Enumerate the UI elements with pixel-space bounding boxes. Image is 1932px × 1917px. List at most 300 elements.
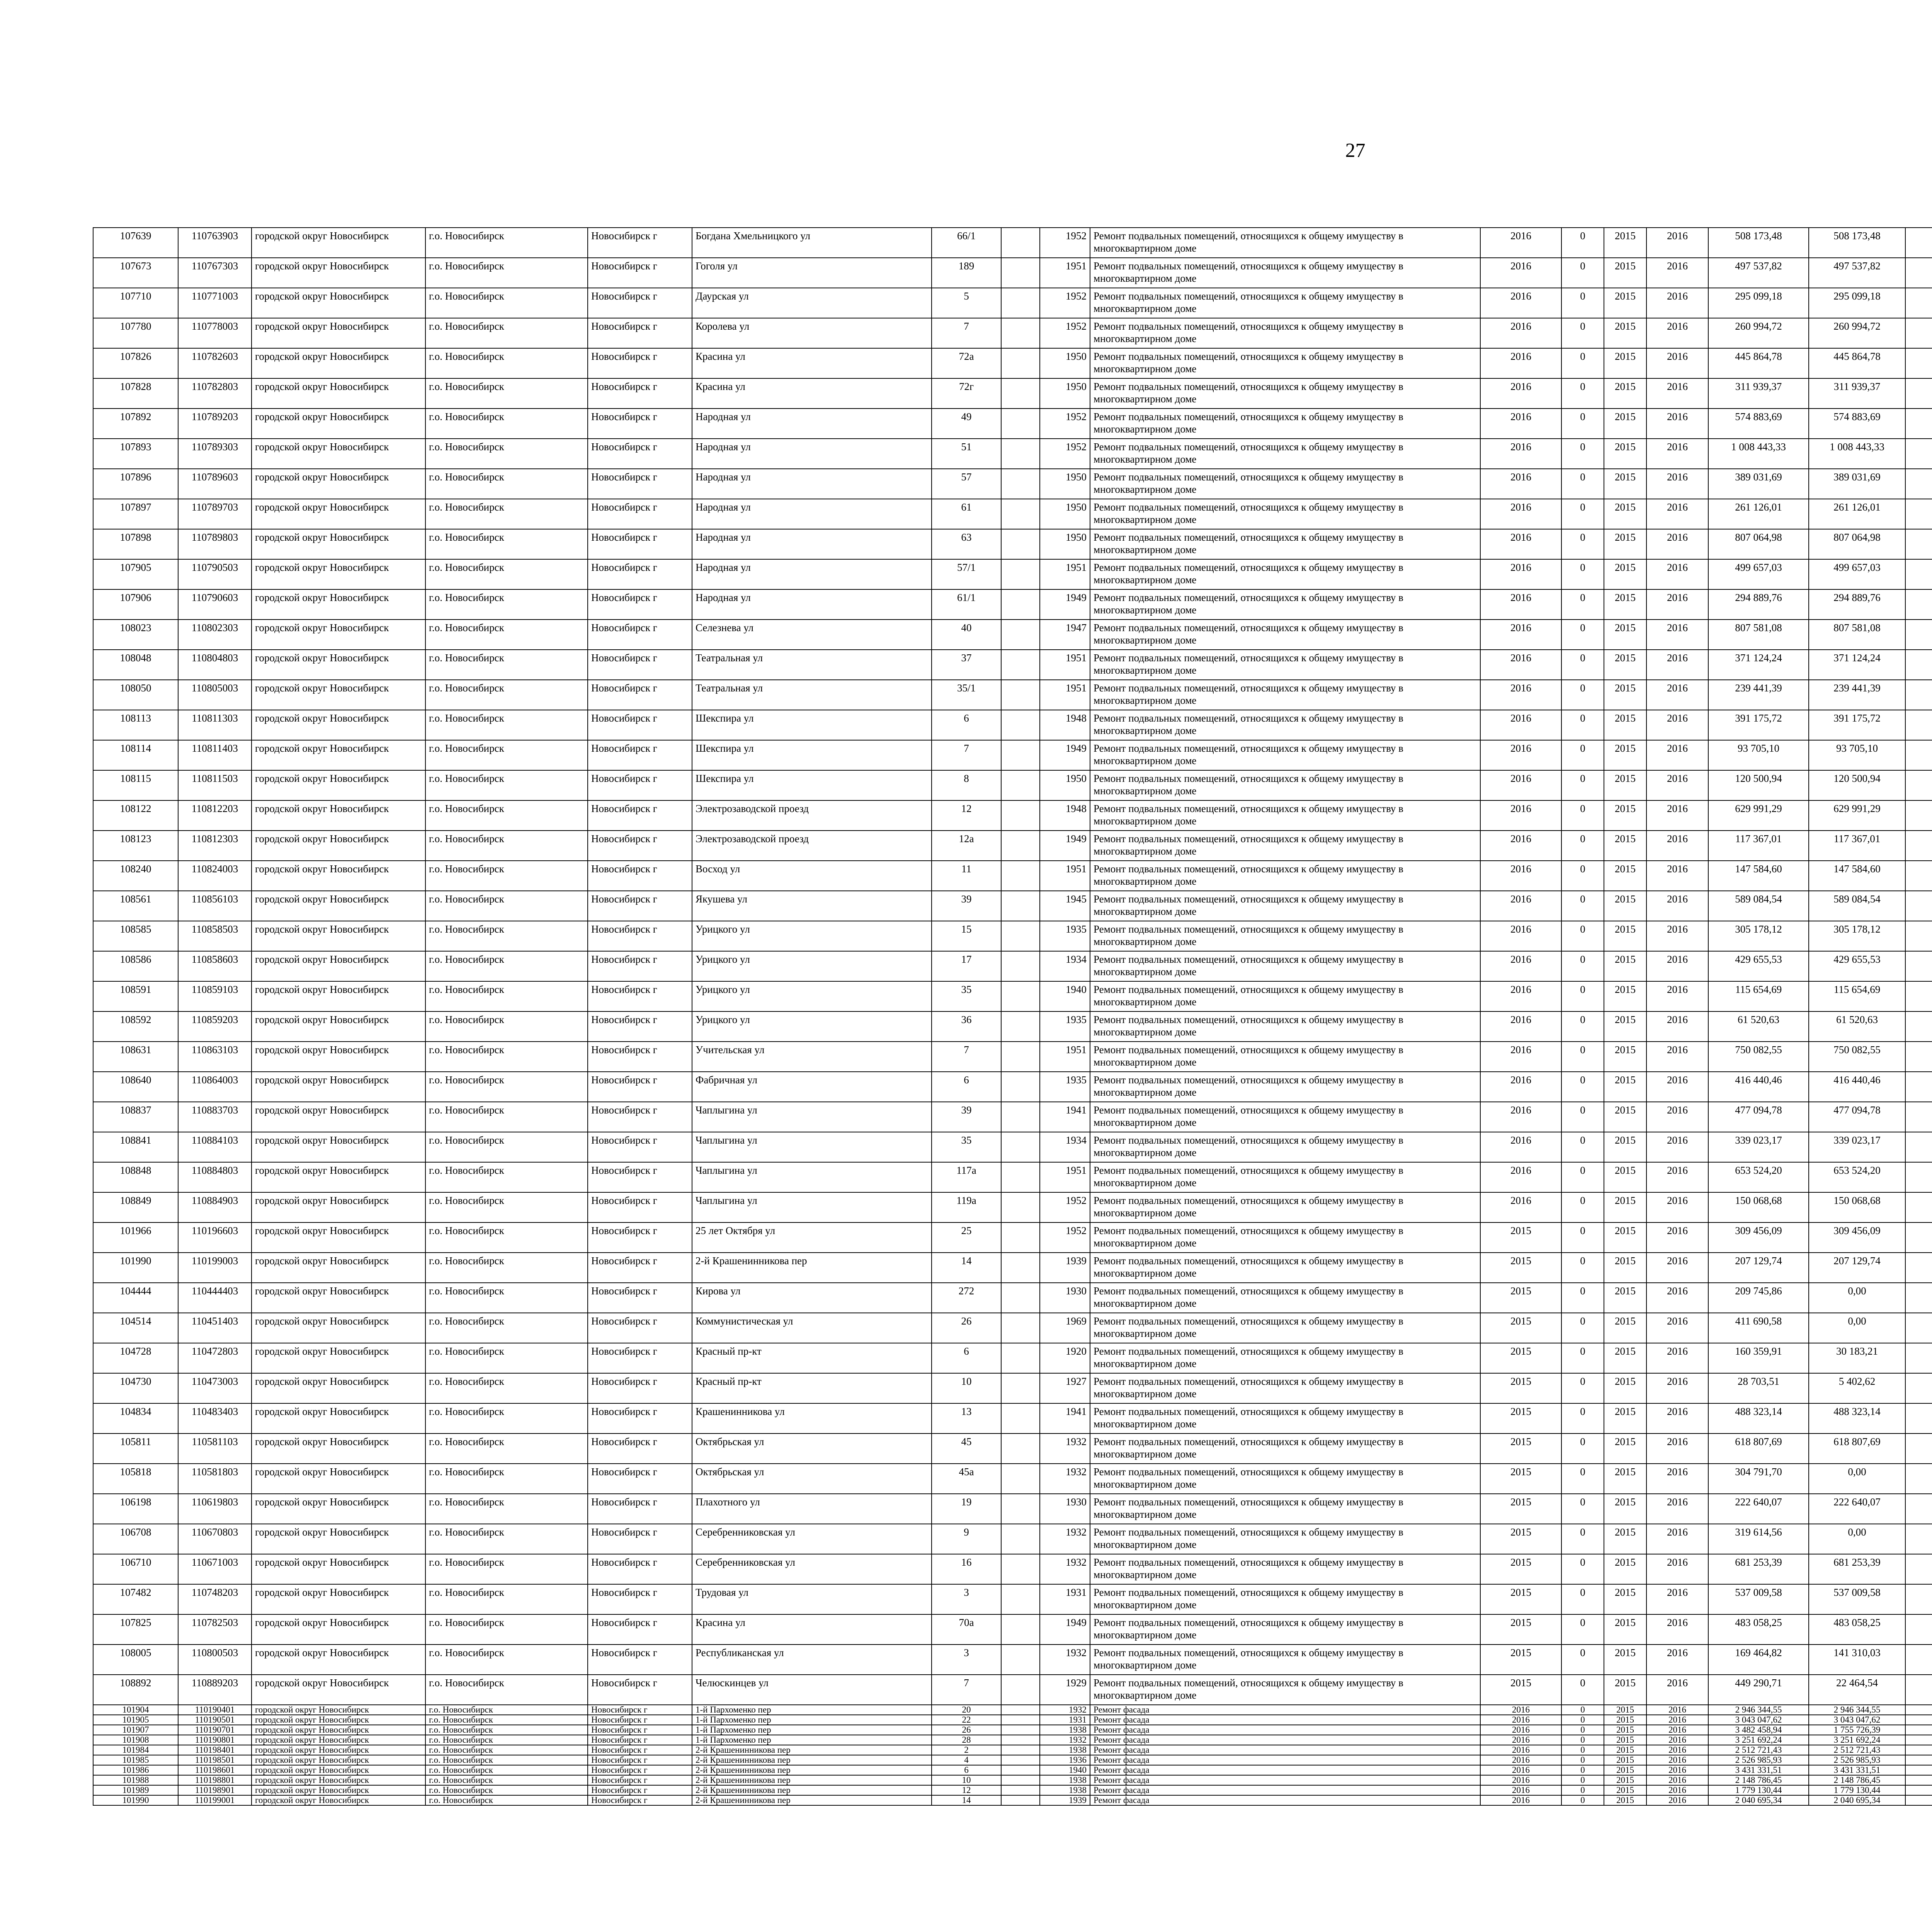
cell-street: Фабричная ул	[692, 1072, 932, 1102]
cell-owners-funds: 61 520,63	[1809, 1011, 1905, 1042]
cell-start-year: 2015	[1604, 921, 1646, 951]
cell-state-support: 0	[1561, 861, 1604, 891]
cell-work-type: Ремонт подвальных помещений, относящихся к общему имуществу в многоквартирном доме	[1090, 499, 1480, 529]
cell-housing	[1001, 1132, 1040, 1162]
cell-budget-funds-1	[1905, 770, 1932, 800]
table-row	[93, 1373, 1932, 1403]
cell-budget-funds-1	[1905, 1072, 1932, 1102]
cell-start-year: 2015	[1604, 1715, 1646, 1725]
cell-start-year: 2015	[1604, 1373, 1646, 1403]
cell-settlement: г.о. Новосибирск	[425, 1675, 588, 1705]
cell-house-code: 110198401	[178, 1745, 252, 1755]
cell-plan-year: 2015	[1480, 1554, 1561, 1584]
cell-house-code: 110670803	[178, 1524, 252, 1554]
cell-end-year: 2016	[1646, 1102, 1708, 1132]
cell-build-year: 1969	[1040, 1313, 1090, 1343]
cell-state-support: 0	[1561, 1795, 1604, 1805]
cell-build-year: 1927	[1040, 1373, 1090, 1403]
cell-build-year: 1931	[1040, 1584, 1090, 1614]
cell-budget-funds-1	[1905, 1725, 1932, 1735]
cell-settlement: г.о. Новосибирск	[425, 439, 588, 469]
cell-start-year: 2015	[1604, 469, 1646, 499]
cell-settlement: г.о. Новосибирск	[425, 861, 588, 891]
cell-municipal-district: городской округ Новосибирск	[252, 1795, 425, 1805]
cell-municipal-district: городской округ Новосибирск	[252, 1584, 425, 1614]
cell-locality: Новосибирск г	[588, 861, 692, 891]
cell-plan-year: 2016	[1480, 378, 1561, 409]
table-row	[93, 680, 1932, 710]
cell-start-year: 2015	[1604, 589, 1646, 620]
cell-state-support: 0	[1561, 951, 1604, 981]
cell-record-id: 108585	[93, 921, 178, 951]
cell-settlement: г.о. Новосибирск	[425, 1494, 588, 1524]
cell-settlement: г.о. Новосибирск	[425, 1162, 588, 1192]
cell-street: Кирова ул	[692, 1283, 932, 1313]
cell-record-id: 101989	[93, 1785, 178, 1795]
cell-municipal-district: городской округ Новосибирск	[252, 1705, 425, 1715]
cell-plan-year: 2016	[1480, 1735, 1561, 1745]
table-row	[93, 1494, 1932, 1524]
cell-owners-funds: 618 807,69	[1809, 1433, 1905, 1464]
cell-owners-funds: 30 183,21	[1809, 1343, 1905, 1373]
table-row	[93, 529, 1932, 559]
cell-owners-funds: 117 367,01	[1809, 831, 1905, 861]
cell-end-year: 2016	[1646, 559, 1708, 589]
cell-owners-funds: 445 864,78	[1809, 348, 1905, 378]
cell-house-code: 110883703	[178, 1102, 252, 1132]
cell-end-year: 2016	[1646, 439, 1708, 469]
cell-owners-funds: 115 654,69	[1809, 981, 1905, 1011]
cell-end-year: 2016	[1646, 861, 1708, 891]
cell-end-year: 2016	[1646, 1705, 1708, 1715]
table-row	[93, 1705, 1932, 1715]
cell-end-year: 2016	[1646, 348, 1708, 378]
cell-house-number: 57/1	[932, 559, 1001, 589]
cell-housing	[1001, 1494, 1040, 1524]
cell-house-code: 110483403	[178, 1403, 252, 1433]
cell-plan-year: 2016	[1480, 258, 1561, 288]
cell-work-type: Ремонт подвальных помещений, относящихся к общему имуществу в многоквартирном доме	[1090, 1011, 1480, 1042]
cell-owners-funds: 807 064,98	[1809, 529, 1905, 559]
cell-budget-funds-1	[1905, 1554, 1932, 1584]
cell-municipal-district: городской округ Новосибирск	[252, 1554, 425, 1584]
cell-record-id: 106198	[93, 1494, 178, 1524]
cell-house-number: 35	[932, 981, 1001, 1011]
cell-municipal-district: городской округ Новосибирск	[252, 439, 425, 469]
cell-locality: Новосибирск г	[588, 831, 692, 861]
cell-state-support: 0	[1561, 1343, 1604, 1373]
cell-build-year: 1940	[1040, 1765, 1090, 1775]
cell-house-number: 7	[932, 318, 1001, 348]
cell-budget-funds-1	[1905, 710, 1932, 740]
cell-plan-year: 2016	[1480, 288, 1561, 318]
cell-record-id: 101905	[93, 1715, 178, 1725]
cell-municipal-district: городской округ Новосибирск	[252, 409, 425, 439]
cell-budget-funds-1	[1905, 951, 1932, 981]
cell-municipal-district: городской округ Новосибирск	[252, 710, 425, 740]
cell-record-id: 105818	[93, 1464, 178, 1494]
cell-housing	[1001, 469, 1040, 499]
cell-record-id: 104730	[93, 1373, 178, 1403]
cell-work-type: Ремонт фасада	[1090, 1715, 1480, 1725]
cell-house-number: 61	[932, 499, 1001, 529]
cell-settlement: г.о. Новосибирск	[425, 1433, 588, 1464]
cell-state-support: 0	[1561, 921, 1604, 951]
cell-plan-year: 2016	[1480, 1042, 1561, 1072]
cell-plan-year: 2015	[1480, 1343, 1561, 1373]
cell-build-year: 1951	[1040, 650, 1090, 680]
cell-street: Плахотного ул	[692, 1494, 932, 1524]
cell-house-number: 25	[932, 1222, 1001, 1253]
cell-work-type: Ремонт подвальных помещений, относящихся к общему имуществу в многоквартирном доме	[1090, 288, 1480, 318]
cell-municipal-district: городской округ Новосибирск	[252, 1765, 425, 1775]
cell-street: 1-й Пархоменко пер	[692, 1705, 932, 1715]
cell-state-support: 0	[1561, 1554, 1604, 1584]
cell-record-id: 108591	[93, 981, 178, 1011]
cell-owners-funds: 295 099,18	[1809, 288, 1905, 318]
cell-settlement: г.о. Новосибирск	[425, 650, 588, 680]
cell-total-cost: 120 500,94	[1708, 770, 1809, 800]
cell-locality: Новосибирск г	[588, 1072, 692, 1102]
cell-state-support: 0	[1561, 1524, 1604, 1554]
cell-start-year: 2015	[1604, 559, 1646, 589]
cell-owners-funds: 339 023,17	[1809, 1132, 1905, 1162]
cell-housing	[1001, 1554, 1040, 1584]
cell-street: Красный пр-кт	[692, 1343, 932, 1373]
cell-budget-funds-1	[1905, 348, 1932, 378]
cell-settlement: г.о. Новосибирск	[425, 1011, 588, 1042]
table-row	[93, 1775, 1932, 1785]
cell-municipal-district: городской округ Новосибирск	[252, 620, 425, 650]
cell-street: Трудовая ул	[692, 1584, 932, 1614]
cell-build-year: 1948	[1040, 800, 1090, 831]
cell-locality: Новосибирск г	[588, 891, 692, 921]
cell-locality: Новосибирск г	[588, 1735, 692, 1745]
cell-house-number: 7	[932, 1675, 1001, 1705]
cell-municipal-district: городской округ Новосибирск	[252, 469, 425, 499]
cell-work-type: Ремонт подвальных помещений, относящихся к общему имуществу в многоквартирном доме	[1090, 1102, 1480, 1132]
cell-end-year: 2016	[1646, 891, 1708, 921]
cell-build-year: 1932	[1040, 1433, 1090, 1464]
cell-house-number: 8	[932, 770, 1001, 800]
table-row	[93, 1132, 1932, 1162]
cell-state-support: 0	[1561, 1102, 1604, 1132]
cell-budget-funds-1	[1905, 288, 1932, 318]
cell-start-year: 2015	[1604, 258, 1646, 288]
cell-budget-funds-1	[1905, 529, 1932, 559]
cell-build-year: 1951	[1040, 1042, 1090, 1072]
cell-settlement: г.о. Новосибирск	[425, 710, 588, 740]
cell-municipal-district: городской округ Новосибирск	[252, 318, 425, 348]
cell-end-year: 2016	[1646, 1765, 1708, 1775]
cell-total-cost: 28 703,51	[1708, 1373, 1809, 1403]
cell-plan-year: 2015	[1480, 1584, 1561, 1614]
cell-municipal-district: городской округ Новосибирск	[252, 559, 425, 589]
cell-work-type: Ремонт подвальных помещений, относящихся к общему имуществу в многоквартирном доме	[1090, 1132, 1480, 1162]
cell-end-year: 2016	[1646, 680, 1708, 710]
cell-locality: Новосибирск г	[588, 1222, 692, 1253]
cell-state-support: 0	[1561, 1735, 1604, 1745]
cell-locality: Новосибирск г	[588, 921, 692, 951]
cell-work-type: Ремонт фасада	[1090, 1795, 1480, 1805]
cell-total-cost: 61 520,63	[1708, 1011, 1809, 1042]
table-row	[93, 499, 1932, 529]
cell-street: Урицкого ул	[692, 981, 932, 1011]
cell-house-number: 10	[932, 1775, 1001, 1785]
cell-municipal-district: городской округ Новосибирск	[252, 1373, 425, 1403]
cell-locality: Новосибирск г	[588, 1765, 692, 1775]
cell-state-support: 0	[1561, 650, 1604, 680]
cell-record-id: 108023	[93, 620, 178, 650]
cell-total-cost: 574 883,69	[1708, 409, 1809, 439]
cell-budget-funds-1	[1905, 1765, 1932, 1775]
cell-settlement: г.о. Новосибирск	[425, 1192, 588, 1222]
cell-plan-year: 2016	[1480, 228, 1561, 258]
cell-budget-funds-1	[1905, 981, 1932, 1011]
cell-build-year: 1935	[1040, 921, 1090, 951]
cell-owners-funds: 429 655,53	[1809, 951, 1905, 981]
cell-work-type: Ремонт подвальных помещений, относящихся к общему имуществу в многоквартирном доме	[1090, 1373, 1480, 1403]
cell-build-year: 1952	[1040, 318, 1090, 348]
cell-owners-funds: 239 441,39	[1809, 680, 1905, 710]
cell-locality: Новосибирск г	[588, 1614, 692, 1645]
cell-state-support: 0	[1561, 740, 1604, 770]
cell-end-year: 2016	[1646, 258, 1708, 288]
cell-house-code: 110811403	[178, 740, 252, 770]
cell-housing	[1001, 1715, 1040, 1725]
cell-owners-funds: 3 431 331,51	[1809, 1765, 1905, 1775]
cell-street: Народная ул	[692, 439, 932, 469]
cell-budget-funds-1	[1905, 891, 1932, 921]
cell-municipal-district: городской округ Новосибирск	[252, 1162, 425, 1192]
cell-house-code: 110811503	[178, 770, 252, 800]
cell-house-number: 16	[932, 1554, 1001, 1584]
cell-street: Даурская ул	[692, 288, 932, 318]
cell-house-number: 117а	[932, 1162, 1001, 1192]
cell-housing	[1001, 1735, 1040, 1745]
cell-total-cost: 653 524,20	[1708, 1162, 1809, 1192]
cell-build-year: 1951	[1040, 258, 1090, 288]
cell-house-code: 110859203	[178, 1011, 252, 1042]
cell-locality: Новосибирск г	[588, 1645, 692, 1675]
cell-budget-funds-1	[1905, 1403, 1932, 1433]
cell-house-number: 22	[932, 1715, 1001, 1725]
cell-start-year: 2015	[1604, 1524, 1646, 1554]
cell-plan-year: 2016	[1480, 1011, 1561, 1042]
cell-house-code: 110619803	[178, 1494, 252, 1524]
cell-total-cost: 508 173,48	[1708, 228, 1809, 258]
cell-house-number: 3	[932, 1584, 1001, 1614]
cell-end-year: 2016	[1646, 770, 1708, 800]
cell-work-type: Ремонт подвальных помещений, относящихся к общему имуществу в многоквартирном доме	[1090, 1222, 1480, 1253]
cell-state-support: 0	[1561, 1162, 1604, 1192]
cell-locality: Новосибирск г	[588, 1705, 692, 1715]
cell-start-year: 2015	[1604, 318, 1646, 348]
cell-house-number: 6	[932, 710, 1001, 740]
cell-house-code: 110581103	[178, 1433, 252, 1464]
cell-plan-year: 2016	[1480, 1765, 1561, 1775]
cell-municipal-district: городской округ Новосибирск	[252, 258, 425, 288]
cell-street: Богдана Хмельницкого ул	[692, 228, 932, 258]
cell-housing	[1001, 1313, 1040, 1343]
cell-house-code: 110196603	[178, 1222, 252, 1253]
cell-locality: Новосибирск г	[588, 1433, 692, 1464]
cell-house-number: 13	[932, 1403, 1001, 1433]
cell-work-type: Ремонт подвальных помещений, относящихся к общему имуществу в многоквартирном доме	[1090, 620, 1480, 650]
table-row	[93, 770, 1932, 800]
cell-record-id: 107828	[93, 378, 178, 409]
cell-budget-funds-1	[1905, 1755, 1932, 1765]
cell-end-year: 2016	[1646, 1283, 1708, 1313]
cell-house-code: 110199003	[178, 1253, 252, 1283]
cell-build-year: 1951	[1040, 559, 1090, 589]
cell-build-year: 1950	[1040, 378, 1090, 409]
cell-street: Шекспира ул	[692, 770, 932, 800]
cell-house-code: 110864003	[178, 1072, 252, 1102]
cell-municipal-district: городской округ Новосибирск	[252, 529, 425, 559]
cell-start-year: 2015	[1604, 348, 1646, 378]
cell-total-cost: 391 175,72	[1708, 710, 1809, 740]
cell-plan-year: 2015	[1480, 1524, 1561, 1554]
cell-plan-year: 2016	[1480, 1785, 1561, 1795]
cell-start-year: 2015	[1604, 1725, 1646, 1735]
cell-budget-funds-1	[1905, 1775, 1932, 1785]
cell-end-year: 2016	[1646, 1494, 1708, 1524]
cell-owners-funds: 2 148 786,45	[1809, 1775, 1905, 1785]
cell-start-year: 2015	[1604, 951, 1646, 981]
cell-housing	[1001, 1373, 1040, 1403]
cell-work-type: Ремонт подвальных помещений, относящихся к общему имуществу в многоквартирном доме	[1090, 1494, 1480, 1524]
cell-start-year: 2015	[1604, 378, 1646, 409]
cell-owners-funds: 2 946 344,55	[1809, 1705, 1905, 1715]
cell-house-number: 40	[932, 620, 1001, 650]
cell-settlement: г.о. Новосибирск	[425, 981, 588, 1011]
cell-house-number: 12	[932, 800, 1001, 831]
cell-work-type: Ремонт подвальных помещений, относящихся к общему имуществу в многоквартирном доме	[1090, 740, 1480, 770]
cell-total-cost: 207 129,74	[1708, 1253, 1809, 1283]
cell-end-year: 2016	[1646, 1253, 1708, 1283]
cell-owners-funds: 147 584,60	[1809, 861, 1905, 891]
cell-budget-funds-1	[1905, 318, 1932, 348]
cell-plan-year: 2016	[1480, 1705, 1561, 1715]
cell-total-cost: 147 584,60	[1708, 861, 1809, 891]
cell-housing	[1001, 1645, 1040, 1675]
cell-locality: Новосибирск г	[588, 1745, 692, 1755]
cell-housing	[1001, 1433, 1040, 1464]
cell-plan-year: 2016	[1480, 620, 1561, 650]
cell-record-id: 107673	[93, 258, 178, 288]
cell-housing	[1001, 439, 1040, 469]
cell-plan-year: 2016	[1480, 710, 1561, 740]
cell-municipal-district: городской округ Новосибирск	[252, 589, 425, 620]
cell-house-code: 110444403	[178, 1283, 252, 1313]
cell-locality: Новосибирск г	[588, 318, 692, 348]
cell-end-year: 2016	[1646, 1464, 1708, 1494]
cell-housing	[1001, 800, 1040, 831]
cell-house-code: 110581803	[178, 1464, 252, 1494]
cell-owners-funds: 0,00	[1809, 1313, 1905, 1343]
cell-house-number: 5	[932, 288, 1001, 318]
cell-municipal-district: городской округ Новосибирск	[252, 1735, 425, 1745]
cell-house-code: 110884803	[178, 1162, 252, 1192]
cell-state-support: 0	[1561, 529, 1604, 559]
cell-street: Челюскинцев ул	[692, 1675, 932, 1705]
cell-locality: Новосибирск г	[588, 1464, 692, 1494]
cell-settlement: г.о. Новосибирск	[425, 921, 588, 951]
cell-budget-funds-1	[1905, 1785, 1932, 1795]
cell-owners-funds: 488 323,14	[1809, 1403, 1905, 1433]
table-row	[93, 1102, 1932, 1132]
cell-total-cost: 339 023,17	[1708, 1132, 1809, 1162]
cell-total-cost: 295 099,18	[1708, 288, 1809, 318]
cell-budget-funds-1	[1905, 378, 1932, 409]
cell-record-id: 108240	[93, 861, 178, 891]
cell-street: Октябрьская ул	[692, 1433, 932, 1464]
table-row	[93, 1795, 1932, 1805]
cell-work-type: Ремонт подвальных помещений, относящихся к общему имуществу в многоквартирном доме	[1090, 680, 1480, 710]
cell-street: Королева ул	[692, 318, 932, 348]
cell-house-code: 110473003	[178, 1373, 252, 1403]
cell-build-year: 1938	[1040, 1745, 1090, 1755]
cell-house-code: 110789803	[178, 529, 252, 559]
cell-start-year: 2015	[1604, 1785, 1646, 1795]
cell-record-id: 108640	[93, 1072, 178, 1102]
cell-record-id: 104728	[93, 1343, 178, 1373]
cell-plan-year: 2016	[1480, 770, 1561, 800]
table-row	[93, 559, 1932, 589]
cell-total-cost: 209 745,86	[1708, 1283, 1809, 1313]
cell-owners-funds: 629 991,29	[1809, 800, 1905, 831]
cell-house-code: 110198501	[178, 1755, 252, 1765]
cell-owners-funds: 311 939,37	[1809, 378, 1905, 409]
cell-build-year: 1950	[1040, 348, 1090, 378]
cell-plan-year: 2015	[1480, 1645, 1561, 1675]
cell-plan-year: 2016	[1480, 680, 1561, 710]
cell-work-type: Ремонт фасада	[1090, 1775, 1480, 1785]
cell-street: Крашенинникова ул	[692, 1403, 932, 1433]
cell-build-year: 1947	[1040, 620, 1090, 650]
cell-work-type: Ремонт подвальных помещений, относящихся к общему имуществу в многоквартирном доме	[1090, 1283, 1480, 1313]
cell-municipal-district: городской округ Новосибирск	[252, 921, 425, 951]
table-row	[93, 258, 1932, 288]
cell-state-support: 0	[1561, 258, 1604, 288]
cell-end-year: 2016	[1646, 710, 1708, 740]
cell-street: Учительская ул	[692, 1042, 932, 1072]
cell-owners-funds: 0,00	[1809, 1524, 1905, 1554]
cell-locality: Новосибирск г	[588, 981, 692, 1011]
cell-build-year: 1938	[1040, 1775, 1090, 1785]
cell-plan-year: 2015	[1480, 1464, 1561, 1494]
cell-settlement: г.о. Новосибирск	[425, 1584, 588, 1614]
cell-housing	[1001, 1745, 1040, 1755]
cell-house-code: 110859103	[178, 981, 252, 1011]
cell-housing	[1001, 1675, 1040, 1705]
cell-owners-funds: 497 537,82	[1809, 258, 1905, 288]
cell-municipal-district: городской округ Новосибирск	[252, 1645, 425, 1675]
cell-work-type: Ремонт подвальных помещений, относящихся к общему имуществу в многоквартирном доме	[1090, 1464, 1480, 1494]
cell-housing	[1001, 951, 1040, 981]
cell-end-year: 2016	[1646, 1735, 1708, 1745]
cell-housing	[1001, 1584, 1040, 1614]
cell-municipal-district: городской округ Новосибирск	[252, 770, 425, 800]
cell-record-id: 107897	[93, 499, 178, 529]
cell-work-type: Ремонт подвальных помещений, относящихся к общему имуществу в многоквартирном доме	[1090, 469, 1480, 499]
cell-owners-funds: 5 402,62	[1809, 1373, 1905, 1403]
cell-house-number: 7	[932, 740, 1001, 770]
cell-budget-funds-1	[1905, 1584, 1932, 1614]
cell-housing	[1001, 770, 1040, 800]
cell-settlement: г.о. Новосибирск	[425, 378, 588, 409]
